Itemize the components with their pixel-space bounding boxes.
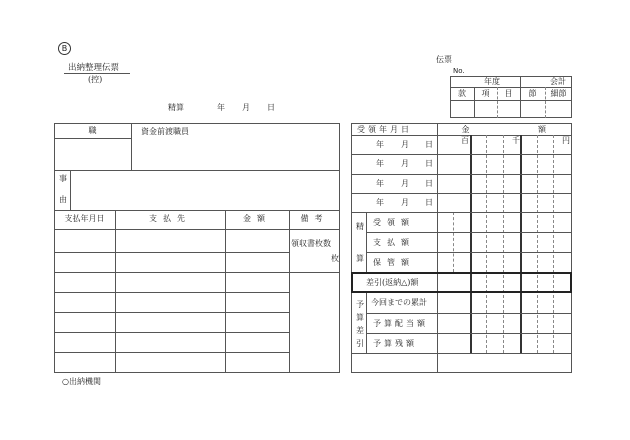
budget-diff-group: 予算差引 — [356, 300, 364, 348]
budget-allocation: 予算配当額 — [373, 319, 428, 328]
budget-cumulative: 今回までの累計 — [371, 298, 427, 307]
col-kou: 項 — [481, 89, 490, 98]
amount-header-1: 金 — [461, 125, 470, 134]
difference-label: 差引(返納△)額 — [366, 278, 419, 287]
date-row-2-year: 年 — [376, 159, 384, 168]
voucher-label: 伝票 — [436, 55, 452, 64]
date-row-1-month: 月 — [401, 140, 409, 149]
amount-header-2: 額 — [538, 125, 546, 134]
copy-note: (控) — [88, 75, 103, 84]
col-amount: 金額 — [243, 214, 271, 223]
col-kan: 款 — [458, 89, 466, 98]
settlement-group-2: 算 — [356, 254, 364, 263]
col-pay-date: 支払年月日 — [64, 214, 105, 223]
col-moku: 目 — [504, 89, 513, 98]
date-row-2-day: 日 — [425, 159, 433, 168]
date-row-3-month: 月 — [401, 179, 409, 188]
digit-hundred: 百 — [461, 136, 469, 145]
col-payee: 支払先 — [149, 214, 191, 223]
date-row-1-year: 年 — [376, 140, 384, 149]
calc-year-label: 年 — [217, 103, 225, 112]
fiscal-year-label: 年度 — [484, 77, 500, 86]
col-remarks: 備考 — [300, 214, 329, 223]
settlement-kept: 保管額 — [373, 258, 415, 267]
receipt-date-header: 受領年月日 — [357, 125, 412, 134]
date-row-3-year: 年 — [376, 179, 384, 188]
staff-value: 資金前渡職員 — [141, 127, 189, 136]
col-saisetsu: 細節 — [550, 89, 567, 98]
disbursing-agency-label: ○出納機関 — [62, 377, 101, 386]
reason-label-2: 由 — [59, 195, 67, 204]
digit-thousand: 千 — [512, 136, 520, 145]
calc-month-label: 月 — [242, 103, 250, 112]
date-row-1-day: 日 — [425, 140, 433, 149]
date-row-2-month: 月 — [401, 159, 409, 168]
settlement-paid: 支払額 — [373, 238, 415, 247]
digit-yen: 円 — [562, 136, 570, 145]
account-label: 会計 — [550, 77, 566, 86]
circled-b-mark: B — [58, 42, 71, 55]
receipt-count-label: 領収書枚数 — [291, 239, 331, 248]
voucher-no-label: No. — [453, 67, 465, 75]
settlement-group-1: 精 — [356, 222, 364, 231]
calc-label: 精算 — [168, 103, 184, 112]
reason-label-1: 事 — [59, 174, 67, 183]
form-title: 出納整理伝票 — [68, 63, 120, 73]
date-row-4-day: 日 — [425, 198, 433, 207]
right-settlement-form — [351, 123, 572, 373]
col-setsu: 節 — [528, 89, 537, 98]
title-label: 職 — [88, 126, 97, 135]
budget-remaining: 予算残額 — [373, 339, 417, 348]
date-row-3-day: 日 — [425, 179, 433, 188]
settlement-received: 受領額 — [373, 218, 415, 227]
calc-day-label: 日 — [267, 103, 275, 112]
sheets-label: 枚 — [331, 254, 339, 263]
date-row-4-month: 月 — [401, 198, 409, 207]
date-row-4-year: 年 — [376, 198, 384, 207]
